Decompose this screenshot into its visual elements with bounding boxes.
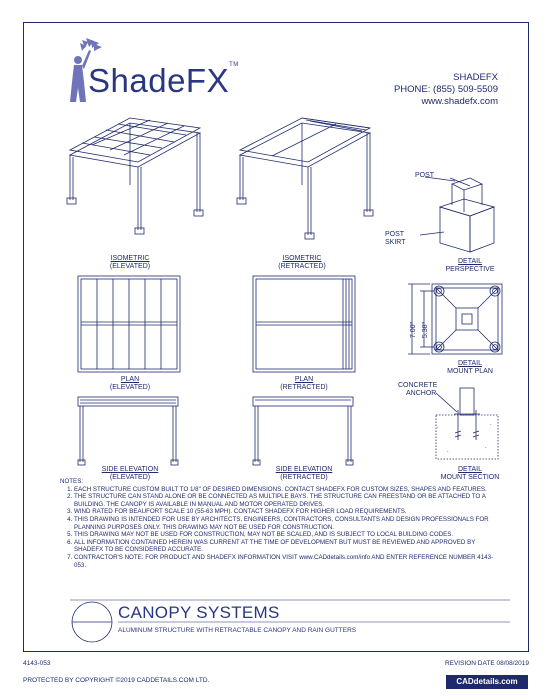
- side-elevation-retracted-drawing: [253, 397, 353, 465]
- caption-side-elevated: SIDE ELEVATION (ELEVATED): [101, 466, 159, 481]
- caddetails-logo: CADdetails.com: [446, 675, 528, 689]
- company-phone: PHONE: (855) 509-5509: [393, 84, 498, 95]
- shadefx-logo-text: ShadeFX™: [88, 62, 239, 99]
- caption-plan-retracted: PLAN (RETRACTED): [280, 376, 328, 391]
- concrete-speck: .: [437, 424, 439, 430]
- dim-inner-label: 5.38": [422, 321, 429, 339]
- notes-list: [60, 486, 500, 570]
- plan-elevated-drawing: [78, 276, 180, 372]
- isometric-elevated-drawing: [67, 118, 203, 234]
- note-item: 4. THIS DRAWING IS INTENDED FOR USE BY ARCHITECTS, ENGINEERS, CONTRACTORS, CONSULTANTS AND DESIGN PROFESSIONALS FOR PLANNING PURPOSES ONLY. THIS DRAWING MAY NOT BE USED FOR CONSTRUCTION.: [74, 516, 500, 531]
- isometric-retracted-drawing: [237, 118, 373, 239]
- copyright-notice: PROTECTED BY COPYRIGHT ©2019 CADDETAILS.COM LTD.: [23, 677, 210, 684]
- caption-plan-elevated: PLAN (ELEVATED): [109, 376, 151, 391]
- note-item: 3. WIND RATED FOR BEAUFORT SCALE 10 (55-63 MPH). CONTACT SHADEFX FOR HIGHER LOAD REQUIREMENTS.: [74, 508, 500, 516]
- side-elevation-elevated-drawing: [78, 397, 178, 465]
- callout-post: POST: [415, 172, 435, 179]
- notes-block: [60, 478, 500, 569]
- caption-detail-mount-section: DETAIL MOUNT SECTION: [440, 466, 500, 481]
- note-item: 5. THIS DRAWING MAY NOT BE USED FOR CONSTRUCTION, MAY NOT BE SCALED, AND IS SUBJECT TO LOCAL BUILDING CODES.: [74, 531, 500, 539]
- company-name: SHADEFX: [453, 72, 498, 83]
- notes-heading: NOTES:: [60, 478, 84, 485]
- company-website: www.shadefx.com: [421, 96, 498, 107]
- detail-perspective-drawing: [420, 177, 494, 252]
- note-item: 6. ALL INFORMATION CONTAINED HEREIN WAS CURRENT AT THE TIME OF DEVELOPMENT BUT MUST BE REVIEWED AND APPROVED BY SHADEFX TO BE CONSIDERED ACCURATE.: [74, 539, 500, 554]
- svg-text:.: .: [485, 444, 487, 450]
- callout-concrete-anchor: CONCRETE ANCHOR: [398, 382, 438, 397]
- drawing-title: CANOPY SYSTEMS: [118, 603, 280, 622]
- callout-post-skirt: POST SKIRT: [385, 231, 406, 246]
- drawing-subtitle: ALUMINUM STRUCTURE WITH RETRACTABLE CANOPY AND RAIN GUTTERS: [118, 627, 357, 634]
- svg-text:.: .: [490, 421, 492, 427]
- caption-detail-mount-plan: DETAIL MOUNT PLAN: [447, 360, 493, 375]
- plan-retracted-drawing: [253, 276, 355, 372]
- detail-mount-section-drawing: [436, 388, 498, 459]
- caption-iso-elevated: ISOMETRIC (ELEVATED): [109, 255, 151, 270]
- caption-side-retracted: SIDE ELEVATION (RETRACTED): [275, 466, 333, 481]
- reference-number: 4143-053: [23, 660, 51, 667]
- note-item: 7. CONTRACTOR'S NOTE: FOR PRODUCT AND SHADEFX INFORMATION VISIT www.CADdetails.com/info AND ENTER REFERENCE NUMBER 4143-053.: [74, 554, 500, 569]
- dim-outer-label: 7.00": [410, 321, 417, 339]
- note-item: 1. EACH STRUCTURE CUSTOM BUILT TO 1/8" OF DESIRED DIMENSIONS. CONTACT SHADEFX FOR CUSTOM SIZES, SHAPES AND FEATURES.: [74, 486, 500, 494]
- svg-text:.: .: [447, 448, 449, 454]
- caption-iso-retracted: ISOMETRIC (RETRACTED): [278, 255, 326, 270]
- revision-date: REVISION DATE 08/08/2019: [444, 660, 529, 667]
- detail-mount-plan-drawing: [408, 284, 502, 354]
- caption-detail-perspective: DETAIL PERSPECTIVE: [445, 258, 495, 273]
- note-item: 2. THE STRUCTURE CAN STAND ALONE OR BE CONNECTED AS MULTIPLE BAYS. THE STRUCTURE CAN FREESTAND OR BE ATTACHED TO A BUILDING. THE CANOPY IS AVAILABLE IN MANUAL AND MOTOR OPERATED DRIVES.: [74, 493, 500, 508]
